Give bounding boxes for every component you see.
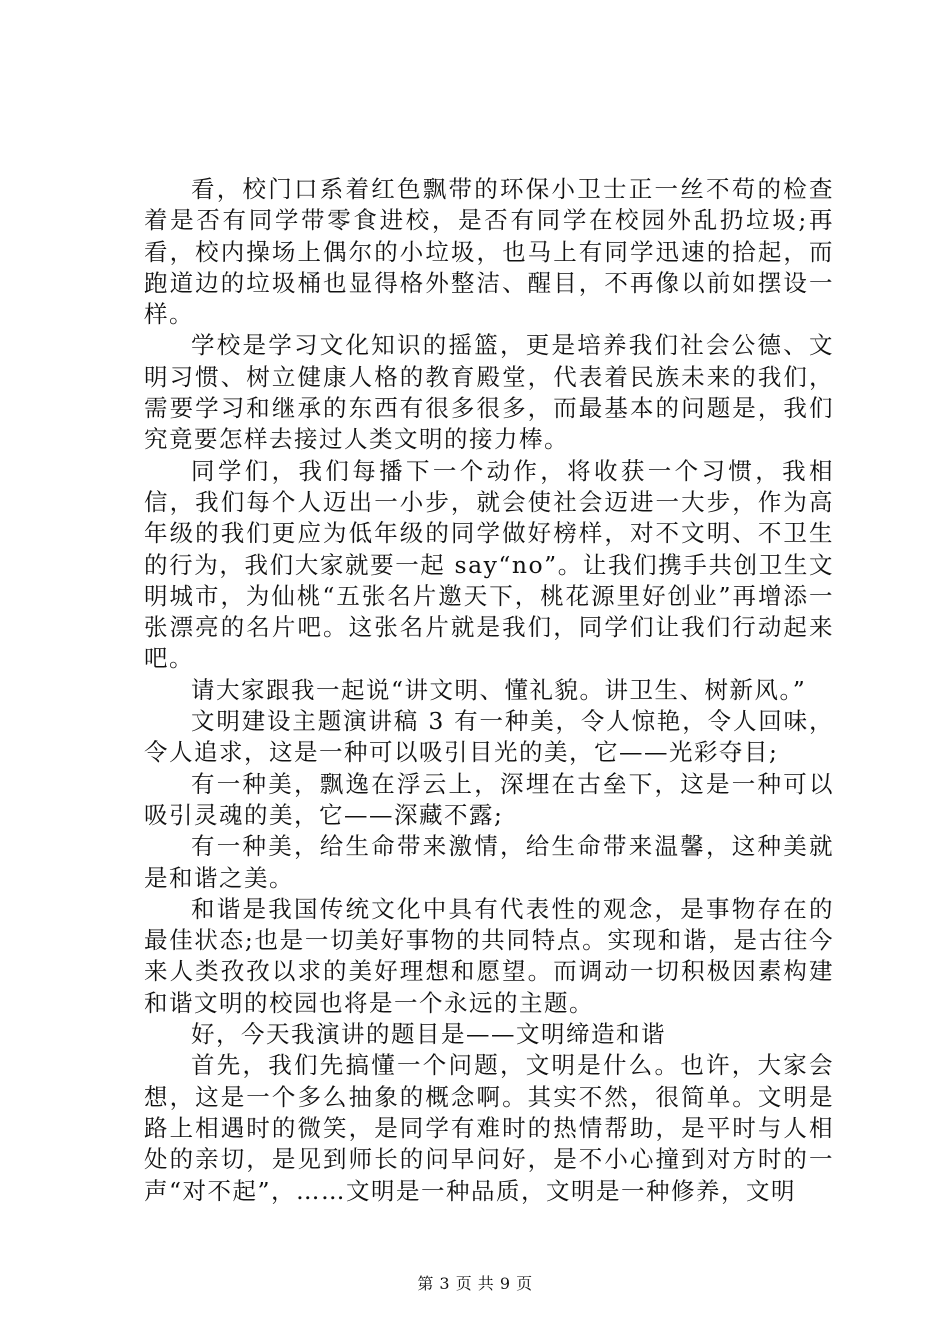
paragraph-10: 首先，我们先搞懂一个问题，文明是什么。也许，大家会想，这是一个多么抽象的概念啊。其实不然，很简单。文明是路上相遇时的微笑，是同学有难时的热情帮助，是平时与人相处的亲切，是见到师长的问早问好，是不小心撞到对方时的一声“对不起”，……文明是一种品质，文明是一种修养，文明 — [144, 1051, 834, 1205]
paragraph-6: 有一种美，飘逸在浮云上，深埋在古垒下，这是一种可以吸引灵魂的美，它——深藏不露; — [144, 769, 834, 829]
paragraph-4: 请大家跟我一起说“讲文明、懂礼貌。讲卫生、树新风。” — [191, 675, 807, 704]
paragraph-7: 有一种美，给生命带来激情，给生命带来温馨，这种美就是和谐之美。 — [144, 832, 834, 892]
paragraph-3: 同学们，我们每播下一个动作，将收获一个习惯，我相信，我们每个人迈出一小步，就会使社会迈进一大步，作为高年级的我们更应为低年级的同学做好榜样，对不文明、不卫生的行为，我们大家就要一起 say“no”。让我们携手共创卫生文明城市，为仙桃“五张名片邀天下，桃花源里好创业”再增添一张漂亮的名片吧。这张名片就是我们，同学们让我们行动起来吧。 — [144, 456, 834, 673]
paragraph-8: 和谐是我国传统文化中具有代表性的观念，是事物存在的最佳状态;也是一切美好事物的共同特点。实现和谐，是古往今来人类孜孜以求的美好理想和愿望。而调动一切积极因素构建和谐文明的校园也将是一个永远的主题。 — [144, 894, 834, 1017]
page-number-footer: 第 3 页 共 9 页 — [417, 1274, 533, 1293]
document-body — [144, 174, 834, 1207]
paragraph-1: 看，校门口系着红色飘带的环保小卫士正一丝不苟的检查着是否有同学带零食进校，是否有同学在校园外乱扔垃圾;再看，校内操场上偶尔的小垃圾，也马上有同学迅速的拾起，而跑道边的垃圾桶也显得格外整洁、醒目，不再像以前如摆设一样。 — [144, 175, 834, 329]
paragraph-9: 好，今天我演讲的题目是——文明缔造和谐 — [191, 1020, 666, 1049]
paragraph-5: 文明建设主题演讲稿 3 有一种美，令人惊艳，令人回味，令人追求，这是一种可以吸引目光的美，它——光彩夺目; — [144, 707, 834, 767]
paragraph-2: 学校是学习文化知识的摇篮，更是培养我们社会公德、文明习惯、树立健康人格的教育殿堂，代表着民族未来的我们，需要学习和继承的东西有很多很多，而最基本的问题是，我们究竟要怎样去接过人类文明的接力棒。 — [144, 331, 834, 454]
